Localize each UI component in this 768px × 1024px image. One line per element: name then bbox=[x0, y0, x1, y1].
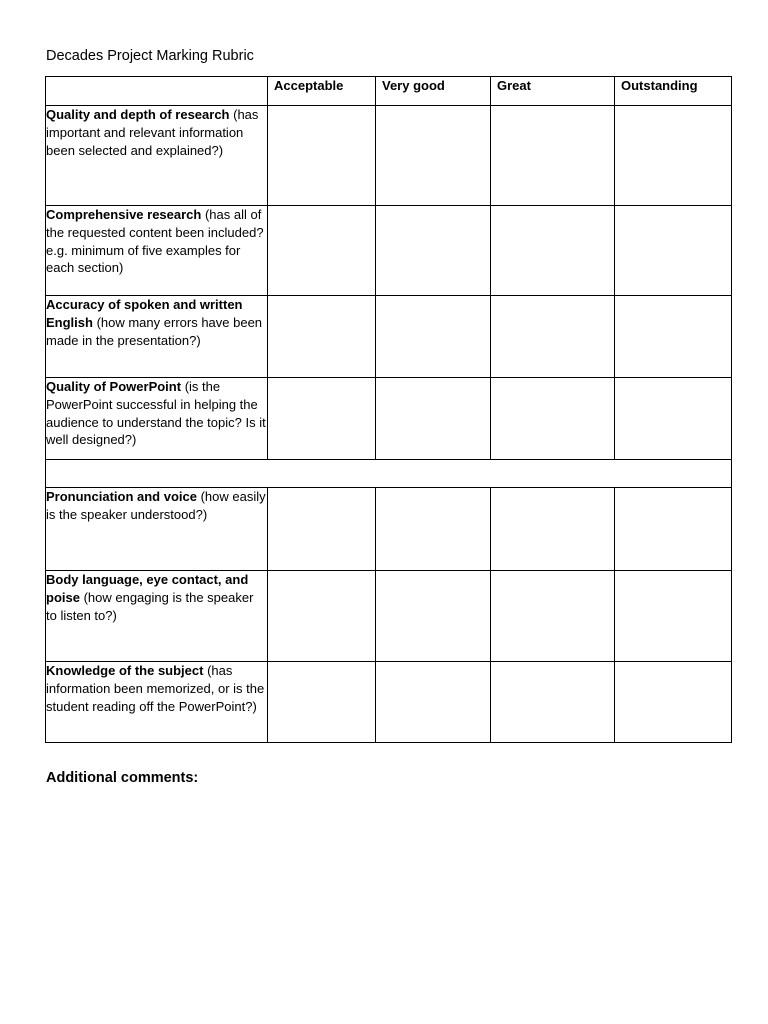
score-cell bbox=[615, 378, 732, 460]
header-cell-acceptable: Acceptable bbox=[268, 77, 376, 106]
score-cell bbox=[268, 296, 376, 378]
rubric-table bbox=[45, 76, 732, 743]
criterion-detail: (has all of the requested content been included? e.g. minimum of five examples for each section) bbox=[46, 207, 264, 276]
criterion-title: Quality and depth of research bbox=[46, 107, 230, 122]
header-row bbox=[46, 77, 732, 106]
score-cell bbox=[615, 662, 732, 743]
score-cell bbox=[615, 488, 732, 571]
criterion-title: Knowledge of the subject bbox=[46, 663, 204, 678]
criterion-title: Body language, eye contact, and poise bbox=[46, 572, 249, 605]
criterion-title: Pronunciation and voice bbox=[46, 489, 197, 504]
page-title: Decades Project Marking Rubric bbox=[46, 48, 254, 64]
score-cell bbox=[268, 378, 376, 460]
score-cell bbox=[491, 571, 615, 662]
table-row bbox=[46, 488, 732, 571]
header-cell-great: Great bbox=[491, 77, 615, 106]
criterion-detail: (how engaging is the speaker to listen to?) bbox=[46, 589, 254, 623]
table-row bbox=[46, 378, 732, 460]
criterion-cell bbox=[46, 206, 268, 296]
criterion-detail: (has information been memorized, or is the student reading off the PowerPoint?) bbox=[46, 663, 265, 714]
header-cell-very-good: Very good bbox=[376, 77, 491, 106]
score-cell bbox=[376, 296, 491, 378]
table-row bbox=[46, 662, 732, 743]
criterion-cell bbox=[46, 296, 268, 378]
score-cell bbox=[615, 206, 732, 296]
separator-cell bbox=[46, 460, 732, 488]
score-cell bbox=[376, 662, 491, 743]
criterion-cell bbox=[46, 106, 268, 206]
additional-comments-label: Additional comments: bbox=[46, 770, 199, 786]
score-cell bbox=[615, 571, 732, 662]
score-cell bbox=[491, 378, 615, 460]
criterion-cell bbox=[46, 378, 268, 460]
table-row bbox=[46, 206, 732, 296]
criterion-title: Comprehensive research bbox=[46, 207, 202, 222]
score-cell bbox=[268, 571, 376, 662]
criterion-detail: (how many errors have been made in the presentation?) bbox=[46, 314, 263, 348]
criterion-cell bbox=[46, 571, 268, 662]
criterion-detail: (is the PowerPoint successful in helping the audience to understand the topic? Is it well designed?) bbox=[46, 379, 266, 448]
score-cell bbox=[268, 206, 376, 296]
score-cell bbox=[615, 296, 732, 378]
score-cell bbox=[376, 488, 491, 571]
score-cell bbox=[491, 106, 615, 206]
separator-row bbox=[46, 460, 732, 488]
criterion-cell bbox=[46, 488, 268, 571]
score-cell bbox=[268, 106, 376, 206]
table-row bbox=[46, 106, 732, 206]
score-cell bbox=[491, 206, 615, 296]
criterion-title: Quality of PowerPoint bbox=[46, 379, 182, 394]
criterion-detail: (has important and relevant information been selected and explained?) bbox=[46, 107, 259, 158]
score-cell bbox=[268, 662, 376, 743]
score-cell bbox=[268, 488, 376, 571]
table-row bbox=[46, 571, 732, 662]
score-cell bbox=[491, 488, 615, 571]
criterion-detail: (how easily is the speaker understood?) bbox=[46, 489, 266, 522]
score-cell bbox=[376, 106, 491, 206]
header-cell-outstanding: Outstanding bbox=[615, 77, 732, 106]
score-cell bbox=[491, 296, 615, 378]
criterion-title: Accuracy of spoken and written English bbox=[46, 297, 243, 330]
score-cell bbox=[491, 662, 615, 743]
score-cell bbox=[376, 571, 491, 662]
score-cell bbox=[376, 206, 491, 296]
criterion-cell bbox=[46, 662, 268, 743]
header-cell-criteria bbox=[46, 77, 268, 106]
score-cell bbox=[615, 106, 732, 206]
table-row bbox=[46, 296, 732, 378]
score-cell bbox=[376, 378, 491, 460]
